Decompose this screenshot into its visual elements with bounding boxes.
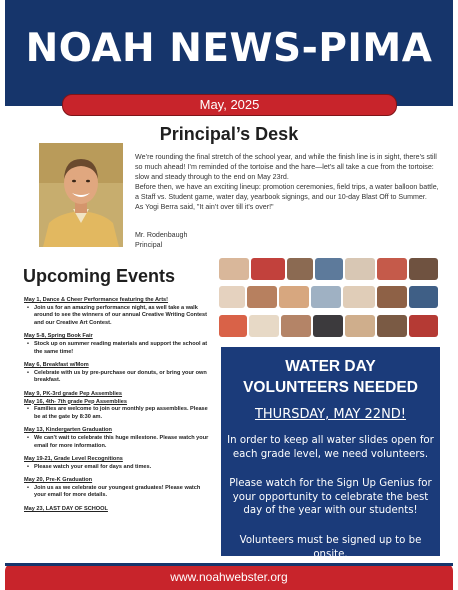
event-title: May 9, PK-3rd grade Pep Assemblies	[24, 390, 123, 397]
collage-photo	[287, 258, 313, 280]
letter-signature	[135, 230, 187, 250]
footer-divider	[5, 563, 453, 566]
letter-paragraph: Before then, we have an exciting lineup: promotion ceremonies, field trips, a water balloon battle, a Staff vs. Student game, water day, yearbook signings, and our 10-day Blast Off to Summer.	[135, 183, 439, 201]
collage-photo	[251, 258, 285, 280]
callout-heading	[221, 356, 440, 398]
callout-heading-line: WATER DAY	[285, 358, 376, 375]
collage-photo	[219, 315, 247, 337]
collage-photo	[377, 258, 407, 280]
event-title: May 6, Breakfast w/Mom	[24, 362, 89, 369]
collage-photo	[281, 315, 311, 337]
event-title: May 13, Kindergarten Graduation	[24, 427, 112, 434]
event-description: • Celebrate with us by pre-purchase our donuts, or bring your own breakfast.	[24, 370, 212, 385]
collage-photo	[279, 286, 309, 308]
callout-heading-line: VOLUNTEERS NEEDED	[243, 379, 418, 396]
signature-title: Principal	[135, 241, 163, 249]
website-link[interactable]: www.noahwebster.org	[170, 570, 288, 584]
callout-paragraph: Please watch for the Sign Up Genius for your opportunity to celebrate the best day of the year with our students!	[229, 478, 432, 516]
letter-paragraph: We’re rounding the final stretch of the school year, and while the finish line is in sight, there’s still so much ahead! I’m reminded of the tortoise and the hare—let’s all take a cue from the tortoise: slow and steady through to the end on May 23rd.	[135, 153, 437, 181]
principal-portrait-image	[39, 143, 123, 247]
callout-paragraph: Volunteers must be signed up to be onsite.	[239, 535, 422, 560]
callout-paragraph: In order to keep all water slides open for each grade level, we need volunteers.	[227, 435, 434, 460]
collage-photo	[249, 315, 279, 337]
collage-photo	[409, 258, 438, 280]
event-title: May 1, Dance & Cheer Performance featuring the Arts!	[24, 297, 169, 303]
collage-photo	[377, 286, 407, 308]
event-description: • Please watch your email for days and times.	[24, 464, 212, 472]
callout-date: THURSDAY, MAY 22ND!	[254, 407, 407, 422]
collage-photo	[219, 258, 249, 280]
collage-photo	[345, 258, 375, 280]
event-title: May 16, 4th- 7th grade Pep Assemblies	[24, 398, 128, 405]
event-description: • Join us for an amazing performance night, as well take a walk around to see the winners of our annual Creative Writing Contest and our Creative Art Contest.	[24, 305, 212, 328]
principal-letter	[135, 152, 442, 212]
collage-photo	[219, 286, 245, 308]
issue-date-banner: May, 2025	[62, 94, 397, 116]
event-description: • Families are welcome to join our monthly pep assemblies. Please be at the gate by 8:30 am.	[24, 406, 212, 421]
event-title: May 20, Pre-K Graduation	[24, 477, 93, 484]
signature-name: Mr. Rodenbaugh	[135, 231, 188, 239]
event-title: May 5-8, Spring Book Fair	[24, 333, 93, 340]
event-title: May 19-21, Grade Level Recognitions	[24, 456, 123, 463]
collage-photo	[345, 315, 375, 337]
collage-photo	[377, 315, 407, 337]
collage-photo	[311, 286, 341, 308]
collage-photo	[409, 315, 438, 337]
event-description: • Stock up on summer reading materials and support the school at the same time!	[24, 341, 212, 356]
upcoming-events-heading: Upcoming Events	[23, 266, 176, 286]
event-title: May 23, LAST DAY OF SCHOOL	[24, 506, 108, 513]
collage-photo	[315, 258, 343, 280]
principal-photo	[39, 143, 123, 247]
event-description: • Join us as we celebrate our youngest graduates! Please watch your email for more details.	[24, 485, 212, 500]
principal-desk-heading: Principal’s Desk	[159, 124, 299, 144]
newsletter-title: NOAH NEWS-PIMA	[25, 26, 433, 71]
footer-bar	[5, 563, 453, 590]
masthead	[5, 0, 453, 106]
events-list	[24, 297, 212, 514]
collage-photo	[313, 315, 343, 337]
collage-photo	[343, 286, 375, 308]
collage-photo	[247, 286, 277, 308]
student-photo-collage	[219, 258, 438, 340]
letter-paragraph: As Yogi Berra said, "It ain’t over till it’s over!"	[135, 203, 274, 211]
water-day-callout	[221, 347, 440, 560]
collage-photo	[409, 286, 438, 308]
event-description: • We can’t wait to celebrate this huge milestone. Please watch your email for more information.	[24, 435, 212, 450]
